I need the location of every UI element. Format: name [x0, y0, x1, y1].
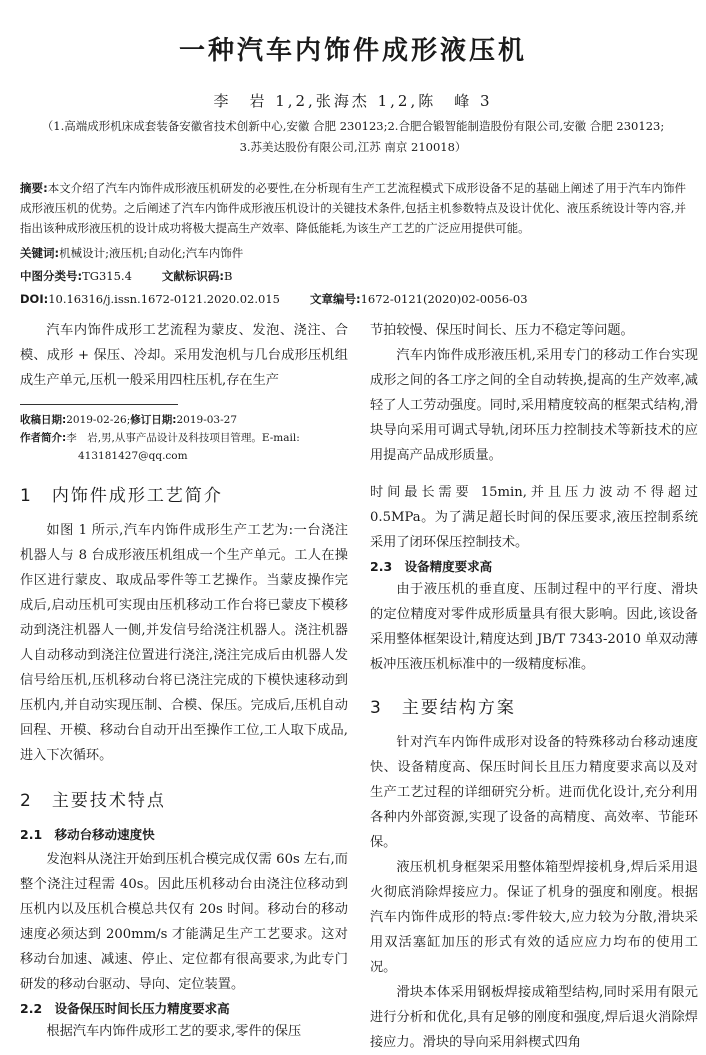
section-3-paragraph-3: 滑块本体采用钢板焊接成箱型结构,同时采用有限元进行分析和优化,具有足够的刚度和强度,焊后退火消除焊接应力。滑块的导向采用斜楔式四角 — [370, 985, 698, 1050]
doi-label: DOI: — [20, 292, 49, 306]
author-bio-text: 李 岩,男,从事产品设计及科技项目管理。E-mail: — [66, 432, 300, 444]
right-paragraph-3: 时间最长需要 15min,并且压力波动不得超过 0.5MPa。为了满足超长时间的保压要求,液压控制系统采用了闭环保压控制技术。 — [370, 485, 698, 550]
revised-label: 修订日期: — [130, 414, 177, 426]
section-2-3-paragraph: 由于液压机的垂直度、压制过程中的平行度、滑块的定位精度对零件成形质量具有很大影响。因此,该设备采用整体框架设计,精度达到 JB/T 7343-2010 单双动薄板冲压液压机标准中的一级精度标准。 — [370, 582, 698, 672]
left-column — [20, 318, 348, 1044]
received-date: 2019-02-26; — [66, 414, 131, 426]
keywords-text: 机械设计;液压机;自动化;汽车内饰件 — [59, 246, 244, 260]
author-bio-label: 作者简介: — [20, 432, 67, 444]
abstract-text: 本文介绍了汽车内饰件成形液压机研发的必要性,在分析现有生产工艺流程模式下成形设备不足的基础上阐述了用于汽车内饰件成形液压机的优势。之后阐述了汽车内饰件成形液压机设计的关键技术条件,包括主机参数特点及设计优化、液压系统设计等内容,并指出该种成形液压机的设计成功将极大提高生产效率、降低能耗,为该生产工艺的广泛应用提供可能。 — [20, 181, 686, 235]
author-bio — [20, 429, 348, 447]
footnote-divider — [20, 404, 178, 405]
article-no-value: 1672-0121(2020)02-0056-03 — [360, 292, 528, 306]
section-3-paragraph-2: 液压机机身框架采用整体箱型焊接机身,焊后采用退火彻底消除焊接应力。保证了机身的强度和刚度。根据汽车内饰件成形的特点:零件较大,应力较为分散,滑块采用双活塞缸加压的形式有效的适应应力均布的使用工况。 — [370, 860, 698, 975]
right-column — [370, 318, 698, 1055]
section-2-1-paragraph: 发泡料从浇注开始到压机合模完成仅需 60s 左右,而整个浇注过程需 40s。因此压机移动台由浇注位移动到压机内以及压机合模总共仅有 20s 时间。移动台的移动速度必须达到 200mm/s 才能满足生产工艺要求。这对移动台加速、减速、停止、定位都有很高要求,为此专门研发的移动台驱动、导向、定位装置。 — [20, 852, 348, 992]
doi-line — [20, 291, 528, 307]
abstract — [20, 178, 686, 238]
clc-label: 中图分类号: — [20, 269, 83, 283]
right-paragraph-2: 汽车内饰件成形液压机,采用专门的移动工作台实现成形之间的各工序之间的全自动转换,提高的生产效率,减轻了人工劳动强度。同时,采用精度较高的框架式结构,滑块导向采用可调式导轨,闭环压力控制技术等新技术的应用提高产品成形质量。 — [370, 348, 698, 463]
section-3-paragraph-1: 针对汽车内饰件成形对设备的特殊移动台移动速度快、设备精度高、保压时间长且压力精度要求高以及对生产工艺过程的详细研究分析。进而优化设计,充分利用各种内外部资源,实现了设备的高精度、高效率、节能环保。 — [370, 735, 698, 850]
section-2-heading: 2 主要技术特点 — [20, 791, 166, 811]
doc-code-value: B — [224, 269, 233, 283]
clc-value: TG315.4 — [82, 269, 132, 283]
section-2-2-paragraph: 根据汽车内饰件成形工艺的要求,零件的保压 — [46, 1024, 302, 1039]
author-email: 413181427@qq.com — [78, 450, 188, 462]
abstract-label: 摘要: — [20, 181, 48, 195]
doi-value: 10.16316/j.issn.1672-0121.2020.02.015 — [48, 292, 280, 306]
received-dates — [20, 411, 348, 429]
doc-code-label: 文献标识码: — [161, 269, 224, 283]
intro-paragraph: 汽车内饰件成形工艺流程为蒙皮、发泡、浇注、合模、成形 + 保压、冷却。采用发泡机与几台成形压机组成生产单元,压机一般采用四柱压机,存在生产 — [20, 323, 348, 388]
paper-title: 一种汽车内饰件成形液压机 — [178, 36, 527, 66]
affiliations — [24, 116, 682, 158]
received-label: 收稿日期: — [20, 414, 67, 426]
keywords-label: 关键词: — [20, 246, 60, 260]
section-1-heading: 1 内饰件成形工艺简介 — [20, 486, 223, 506]
section-3-heading: 3 主要结构方案 — [370, 698, 516, 718]
affiliation-line: 3.苏美达股份有限公司,江苏 南京 210018） — [239, 140, 467, 154]
section-2-3-heading: 2.3 设备精度要求高 — [370, 559, 493, 574]
affiliation-line: （1.高端成形机床成套装备安徽省技术创新中心,安徽 合肥 230123;2.合肥合锻智能制造股份有限公司,安徽 合肥 230123; — [41, 119, 665, 133]
keywords — [20, 245, 243, 261]
article-no-label: 文章编号: — [309, 292, 361, 306]
section-2-2-heading: 2.2 设备保压时间长压力精度要求高 — [20, 1001, 230, 1016]
classification-line — [20, 268, 232, 284]
right-paragraph-1: 节拍较慢、保压时间长、压力不稳定等问题。 — [370, 323, 634, 338]
revised-date: 2019-03-27 — [176, 414, 238, 426]
section-1-paragraph: 如图 1 所示,汽车内饰件成形生产工艺为:一台浇注机器人与 8 台成形液压机组成一个生产单元。工人在操作区进行蒙皮、取成品零件等工艺操作。当蒙皮操作完成后,启动压机可实现由压机移动工作台将已蒙皮下模移动到浇注机器人一侧,并发信号给浇注机器人。浇注机器人自动移动到浇注位置进行浇注,浇注完成后由机器人发信号给压机,压机移动台将已浇注完成的下模快速移动到压机内,并自动实现压制、合模、保压。完成后,压机自动回程、开模、移动台自动开出至操作工位,工人取下成品,进入下次循环。 — [20, 523, 348, 763]
author-line: 李 岩 1,2,张海杰 1,2,陈 峰 3 — [213, 92, 493, 110]
section-2-1-heading: 2.1 移动台移动速度快 — [20, 827, 155, 842]
